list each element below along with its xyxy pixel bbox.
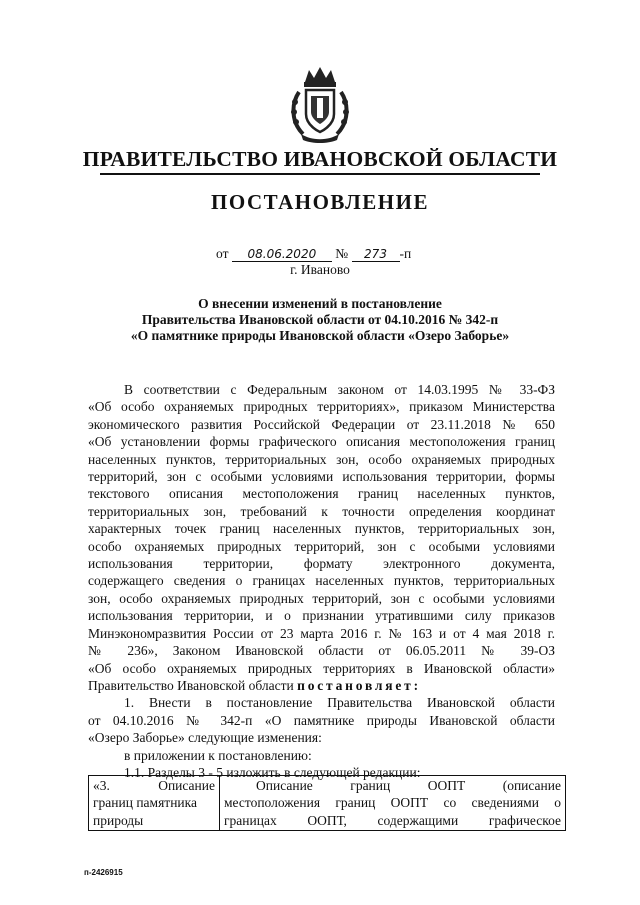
resolve-prefix: Правительство Ивановской области [88, 677, 294, 693]
table-row [89, 776, 566, 831]
body-line: экономического развития Российской Федерации от 23.11.2018 № 650 [88, 416, 555, 432]
body-line: особо охраняемых природных территорий, зон с особыми условиями [88, 538, 555, 554]
body-line: «Об особо охраняемых природных территориях», приказом Министерства [88, 399, 555, 415]
document-body [88, 381, 555, 781]
body-line: № 236», Законом Ивановской области от 06.05.2011 № 39-ОЗ [88, 643, 555, 659]
subject-line: «О памятнике природы Ивановской области «Озеро Заборье» [130, 328, 510, 343]
body-line: территориальных зон, требований к точности определения координат [88, 503, 555, 519]
body-line: в приложении к постановлению: [124, 747, 312, 763]
resolve-word: постановляет: [297, 677, 421, 693]
cell-line: «3. Описание [93, 778, 215, 793]
body-line: от 04.10.2016 № 342-п «О памятнике природы Ивановской области [88, 712, 555, 728]
table-cell [89, 776, 220, 831]
sections-table [88, 775, 566, 831]
document-date: 08.06.2020 [232, 248, 332, 262]
body-line: текстового описания местоположения границ населенных пунктов, [88, 486, 555, 502]
document-subject [60, 296, 580, 344]
number-suffix: -п [399, 246, 412, 261]
city: г. Иваново [290, 262, 350, 277]
government-title: ПРАВИТЕЛЬСТВО ИВАНОВСКОЙ ОБЛАСТИ [82, 147, 558, 171]
body-line: В соответствии с Федеральным законом от 14.03.1995 № 33-ФЗ [124, 382, 555, 397]
cell-line: Описание границ ООПТ (описание [256, 778, 561, 793]
table-cell [220, 776, 566, 831]
cell-line: границах ООПТ, содержащими графическое [224, 812, 561, 828]
body-line: населенных пунктов, территориальных зон, особо охраняемых природных [88, 451, 555, 467]
body-line: 1. Внести в постановление Правительства Ивановской области [124, 695, 555, 711]
coat-of-arms-icon [287, 64, 353, 144]
date-number-line [216, 246, 411, 262]
body-line: Минэкономразвития России от 23 марта 2016 г. № 163 и от 4 мая 2018 г. [88, 625, 555, 641]
body-line: использования территории, и о признании утратившими силу приказов [88, 608, 555, 624]
resolve-line [88, 677, 555, 694]
date-prefix: от [216, 246, 229, 261]
subject-line: О внесении изменений в постановление [198, 296, 442, 311]
body-line: «Об установлении формы графического описания местоположения границ [88, 434, 555, 450]
body-line: 1.1. Разделы 3 - 5 изложить в следующей редакции: [124, 764, 421, 780]
body-line: содержащего сведения о границах населенных пунктов, территориальных [88, 573, 555, 589]
number-prefix: № [335, 246, 349, 261]
document-type: ПОСТАНОВЛЕНИЕ [211, 190, 429, 214]
title-divider [100, 173, 540, 175]
cell-line: границ памятника [93, 795, 197, 811]
body-line: «Озеро Заборье» следующие изменения: [88, 730, 322, 746]
body-line: использования территории, формату электронного документа, [88, 556, 555, 572]
cell-line: природы [93, 812, 144, 828]
document-number: 273 [352, 248, 400, 262]
subject-line: Правительства Ивановской области от 04.10.2016 № 342-п [141, 312, 499, 327]
body-line: характерных точек границ населенных пунктов, территориальных зон, [88, 521, 555, 537]
body-line: зон, особо охраняемых природных территорий, зон с особыми условиями [88, 590, 555, 606]
body-line: территорий, зон с особыми условиями использования территории, формы [88, 469, 555, 485]
body-line: «Об особо охраняемых природных территориях в Ивановской области» [88, 660, 555, 676]
document-code: п-2426915 [84, 868, 123, 877]
cell-line: местоположения границ ООПТ со сведениями о [224, 795, 561, 811]
